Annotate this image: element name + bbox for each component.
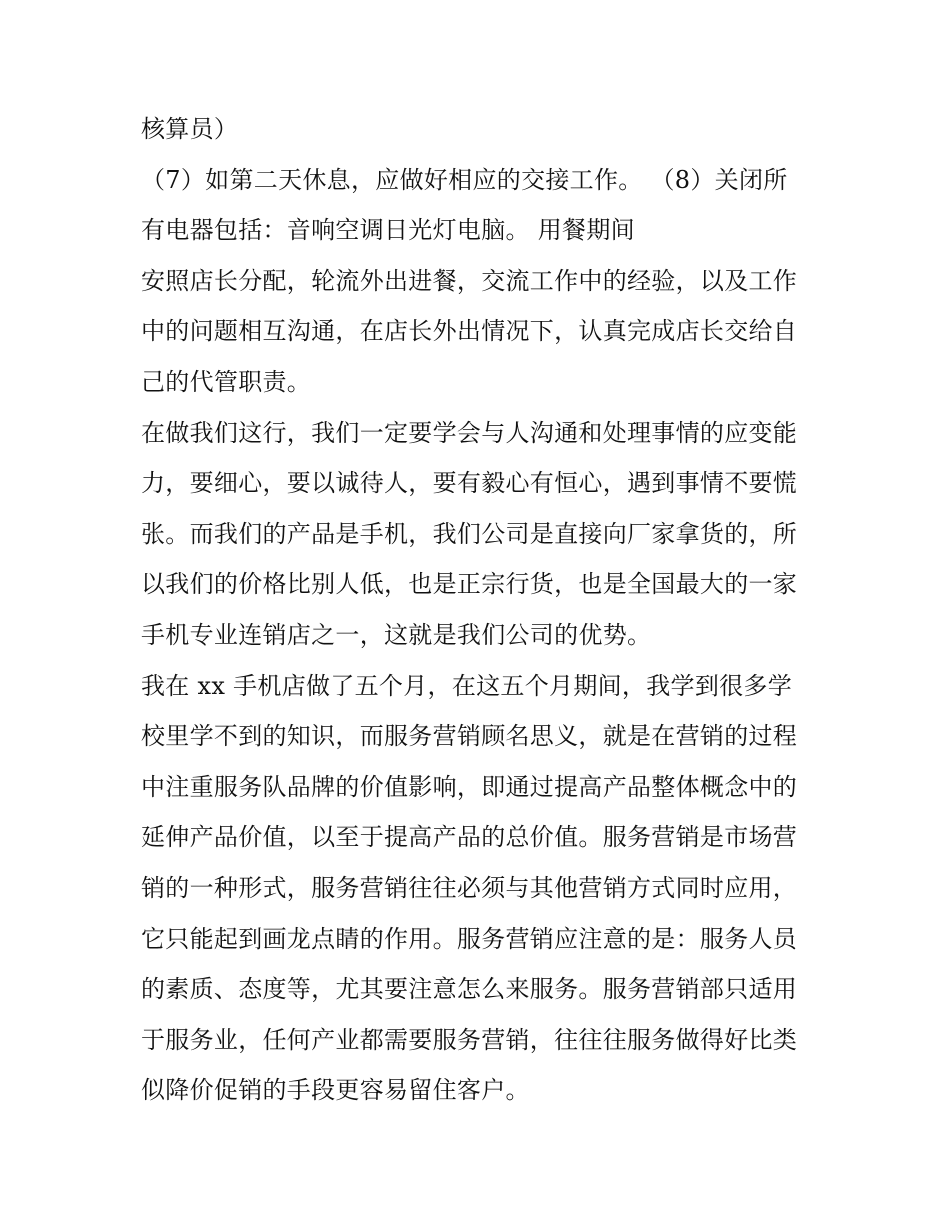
text-line: 在做我们这行，我们一定要学会与人沟通和处理事情的应变能	[141, 418, 798, 447]
text-line: 中的问题相互沟通，在店长外出情况下，认真完成店长交给自	[141, 317, 798, 346]
text-line: 校里学不到的知识，而服务营销顾名思义，就是在营销的过程	[141, 722, 798, 751]
text-line: 己的代管职责。	[141, 367, 312, 396]
text-line: （7）如第二天休息，应做好相应的交接工作。 （8）关闭所	[141, 165, 788, 194]
text-line: 核算员）	[141, 115, 239, 143]
text-line: 张。而我们的产品是手机，我们公司是直接向厂家拿货的，所	[141, 519, 798, 548]
text-line: 延伸产品价值，以至于提高产品的总价值。服务营销是市场营	[141, 823, 798, 852]
text-line: 销的一种形式，服务营销往往必须与其他营销方式同时应用，	[141, 873, 798, 902]
text-line: 于服务业，任何产业都需要服务营销，往往往服务做得好比类	[141, 1025, 798, 1054]
text-line: 它只能起到画龙点睛的作用。服务营销应注意的是：服务人员	[141, 924, 798, 953]
text-line: 似降价促销的手段更容易留住客户。	[141, 1076, 530, 1105]
text-line: 我在 xx 手机店做了五个月，在这五个月期间，我学到很多学	[141, 671, 793, 700]
document-body	[141, 104, 821, 1116]
text-line: 力，要细心，要以诚待人，要有毅心有恒心，遇到事情不要慌	[141, 469, 798, 498]
text-line: 有电器包括：音响空调日光灯电脑。 用餐期间	[141, 216, 635, 245]
text-line: 手机专业连销店之一，这就是我们公司的优势。	[141, 620, 652, 649]
text-line: 以我们的价格比别人低，也是正宗行货，也是全国最大的一家	[141, 570, 798, 599]
text-line: 中注重服务队品牌的价值影响，即通过提高产品整体概念中的	[141, 772, 798, 801]
text-line: 安照店长分配，轮流外出进餐，交流工作中的经验，以及工作	[141, 266, 798, 295]
text-line: 的素质、态度等，尤其要注意怎么来服务。服务营销部只适用	[141, 975, 798, 1004]
